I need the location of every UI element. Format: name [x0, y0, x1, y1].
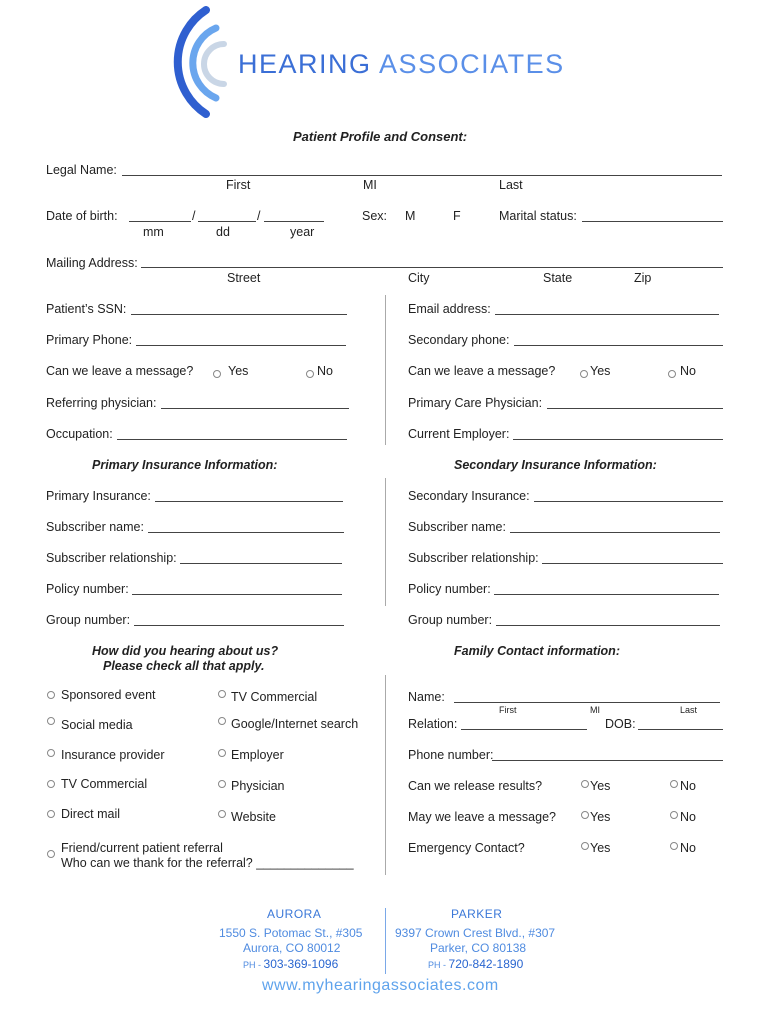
family-relation-line[interactable]	[461, 729, 587, 730]
family-dob-label: DOB:	[605, 717, 636, 731]
legal-name-line[interactable]	[122, 175, 722, 176]
family-relation-label: Relation:	[408, 717, 458, 731]
referral-heading-line1: How did you hearing about us?	[92, 644, 279, 658]
referral-sponsored-event-radio[interactable]	[47, 691, 55, 699]
family-mi-caption: MI	[590, 705, 600, 715]
primary-subscriber-line[interactable]	[148, 532, 344, 533]
family-name-line[interactable]	[454, 702, 720, 703]
referral-tv-commercial-2-radio[interactable]	[218, 690, 226, 698]
secondary-insurance-heading: Secondary Insurance Information:	[454, 458, 657, 472]
primary-group-line[interactable]	[134, 625, 344, 626]
referral-tv-commercial-1-label: TV Commercial	[61, 777, 148, 791]
primary-policy-label: Policy number:	[46, 582, 129, 596]
aurora-office-name: AURORA	[267, 907, 322, 921]
referral-tv-commercial-1-radio[interactable]	[47, 780, 55, 788]
secondary-subscriber-line[interactable]	[510, 532, 720, 533]
secondary-group-line[interactable]	[496, 625, 720, 626]
family-message-no-radio[interactable]	[670, 811, 678, 819]
dob-year-caption: year	[290, 225, 315, 239]
primary-phone-label: Primary Phone:	[46, 333, 133, 347]
family-emergency-label: Emergency Contact?	[408, 841, 525, 855]
family-release-label: Can we release results?	[408, 779, 543, 793]
referral-social-media-radio[interactable]	[47, 717, 55, 725]
secondary-insurance-label: Secondary Insurance:	[408, 489, 530, 503]
referral-google-search-radio[interactable]	[218, 717, 226, 725]
family-message-no-label: No	[680, 810, 696, 824]
occupation-label: Occupation:	[46, 427, 113, 441]
family-name-label: Name:	[408, 690, 445, 704]
secondary-group-label: Group number:	[408, 613, 493, 627]
referral-physician-label: Physician	[231, 779, 285, 793]
footer-divider	[385, 908, 386, 974]
column-divider-contact	[385, 295, 386, 445]
secondary-subscriber-label: Subscriber name:	[408, 520, 506, 534]
referral-friend-label: Friend/current patient referral	[61, 841, 223, 855]
dob-dd-caption: dd	[216, 225, 230, 239]
family-emergency-yes-label: Yes	[590, 841, 611, 855]
dob-month-line[interactable]	[129, 221, 191, 222]
page-title: Patient Profile and Consent:	[293, 129, 468, 144]
secondary-insurance-line[interactable]	[534, 501, 723, 502]
family-emergency-no-radio[interactable]	[670, 842, 678, 850]
family-contact-heading: Family Contact information:	[454, 644, 620, 658]
referral-heading-line2: Please check all that apply.	[103, 659, 265, 673]
primary-insurance-heading: Primary Insurance Information:	[92, 458, 278, 472]
right-message-yes-label: Yes	[590, 364, 611, 378]
family-dob-line[interactable]	[638, 729, 723, 730]
primary-relationship-label: Subscriber relationship:	[46, 551, 177, 565]
column-divider-referral	[385, 675, 386, 875]
right-message-no-radio[interactable]	[668, 370, 676, 378]
employer-line[interactable]	[513, 439, 723, 440]
aurora-phone-line	[243, 957, 338, 971]
city-caption: City	[408, 271, 430, 285]
secondary-relationship-label: Subscriber relationship:	[408, 551, 539, 565]
secondary-phone-label: Secondary phone:	[408, 333, 510, 347]
logo-word-associates: ASSOCIATES	[379, 49, 565, 79]
left-message-no-radio[interactable]	[306, 370, 314, 378]
left-message-no-label: No	[317, 364, 333, 378]
primary-phone-line[interactable]	[136, 345, 346, 346]
referral-employer-radio[interactable]	[218, 749, 226, 757]
column-divider-insurance	[385, 478, 386, 606]
family-phone-line[interactable]	[492, 760, 723, 761]
street-caption: Street	[227, 271, 261, 285]
state-caption: State	[543, 271, 573, 285]
referring-physician-line[interactable]	[161, 408, 349, 409]
mi-caption: MI	[363, 178, 377, 192]
marital-status-label: Marital status:	[499, 209, 577, 223]
referral-direct-mail-radio[interactable]	[47, 810, 55, 818]
referral-insurance-provider-label: Insurance provider	[61, 748, 165, 762]
zip-caption: Zip	[634, 271, 652, 285]
primary-policy-line[interactable]	[132, 594, 342, 595]
secondary-policy-label: Policy number:	[408, 582, 491, 596]
occupation-line[interactable]	[117, 439, 347, 440]
family-emergency-no-label: No	[680, 841, 696, 855]
sex-label: Sex:	[362, 209, 388, 223]
pcp-line[interactable]	[547, 408, 723, 409]
secondary-relationship-line[interactable]	[542, 563, 723, 564]
referral-sponsored-event-label: Sponsored event	[61, 688, 156, 702]
referring-physician-label: Referring physician:	[46, 396, 157, 410]
left-message-yes-radio[interactable]	[213, 370, 221, 378]
parker-office-name: PARKER	[451, 907, 503, 921]
family-last-caption: Last	[680, 705, 698, 715]
family-release-no-radio[interactable]	[670, 780, 678, 788]
family-message-yes-label: Yes	[590, 810, 611, 824]
primary-group-label: Group number:	[46, 613, 131, 627]
right-message-label: Can we leave a message?	[408, 364, 556, 378]
ssn-line[interactable]	[131, 314, 347, 315]
email-line[interactable]	[495, 314, 719, 315]
family-release-yes-radio[interactable]	[581, 780, 589, 788]
left-message-yes-label: Yes	[228, 364, 249, 378]
last-name-caption: Last	[499, 178, 523, 192]
family-emergency-yes-radio[interactable]	[581, 842, 589, 850]
parker-street: 9397 Crown Crest Blvd., #307	[395, 926, 556, 940]
primary-subscriber-label: Subscriber name:	[46, 520, 144, 534]
parker-phone[interactable]: 720-842-1890	[448, 957, 524, 971]
family-message-yes-radio[interactable]	[581, 811, 589, 819]
family-phone-label: Phone number:	[408, 748, 494, 762]
parker-ph-label: PH -	[428, 960, 449, 970]
primary-relationship-line[interactable]	[180, 563, 342, 564]
first-name-caption: First	[226, 178, 251, 192]
referral-friend-radio[interactable]	[47, 850, 55, 858]
secondary-phone-line[interactable]	[514, 345, 723, 346]
dob-year-line[interactable]	[264, 221, 324, 222]
sex-female-option[interactable]: F	[453, 209, 461, 223]
logo-word-hearing: HEARING	[238, 49, 372, 79]
family-message-label: May we leave a message?	[408, 810, 556, 824]
referral-thank-label[interactable]: Who can we thank for the referral? ______________	[61, 856, 354, 870]
referral-physician-radio[interactable]	[218, 780, 226, 788]
referral-direct-mail-label: Direct mail	[61, 807, 121, 821]
dob-mm-caption: mm	[143, 225, 164, 239]
primary-insurance-label: Primary Insurance:	[46, 489, 151, 503]
family-release-yes-label: Yes	[590, 779, 611, 793]
mailing-address-line[interactable]	[141, 267, 723, 268]
pcp-label: Primary Care Physician:	[408, 396, 543, 410]
family-release-no-label: No	[680, 779, 696, 793]
dob-day-line[interactable]	[198, 221, 256, 222]
dob-sep-2: /	[257, 209, 261, 223]
sex-male-option[interactable]: M	[405, 209, 416, 223]
referral-tv-commercial-2-label: TV Commercial	[231, 690, 318, 704]
family-first-caption: First	[499, 705, 517, 715]
referral-website-label: Website	[231, 810, 276, 824]
referral-google-search-label: Google/Internet search	[231, 717, 359, 731]
right-message-yes-radio[interactable]	[580, 370, 588, 378]
right-message-no-label: No	[680, 364, 696, 378]
dob-sep-1: /	[192, 209, 196, 223]
logo-wordmark	[238, 49, 565, 80]
secondary-policy-line[interactable]	[494, 594, 719, 595]
parker-phone-line	[428, 957, 523, 971]
aurora-phone[interactable]: 303-369-1096	[263, 957, 339, 971]
left-message-label: Can we leave a message?	[46, 364, 194, 378]
website-link[interactable]: www.myhearingassociates.com	[262, 977, 499, 994]
email-label: Email address:	[408, 302, 491, 316]
aurora-street: 1550 S. Potomac St., #305	[219, 926, 363, 940]
referral-social-media-label: Social media	[61, 718, 133, 732]
marital-status-line[interactable]	[582, 221, 723, 222]
ssn-label: Patient’s SSN:	[46, 302, 127, 316]
legal-name-label: Legal Name:	[46, 163, 117, 177]
referral-insurance-provider-radio[interactable]	[47, 749, 55, 757]
referral-website-radio[interactable]	[218, 810, 226, 818]
mailing-address-label: Mailing Address:	[46, 256, 138, 270]
parker-city: Parker, CO 80138	[430, 941, 527, 955]
logo-arcs-icon	[170, 6, 240, 118]
employer-label: Current Employer:	[408, 427, 510, 441]
dob-label: Date of birth:	[46, 209, 118, 223]
primary-insurance-line[interactable]	[155, 501, 343, 502]
aurora-ph-label: PH -	[243, 960, 264, 970]
aurora-city: Aurora, CO 80012	[243, 941, 341, 955]
referral-employer-label: Employer	[231, 748, 284, 762]
